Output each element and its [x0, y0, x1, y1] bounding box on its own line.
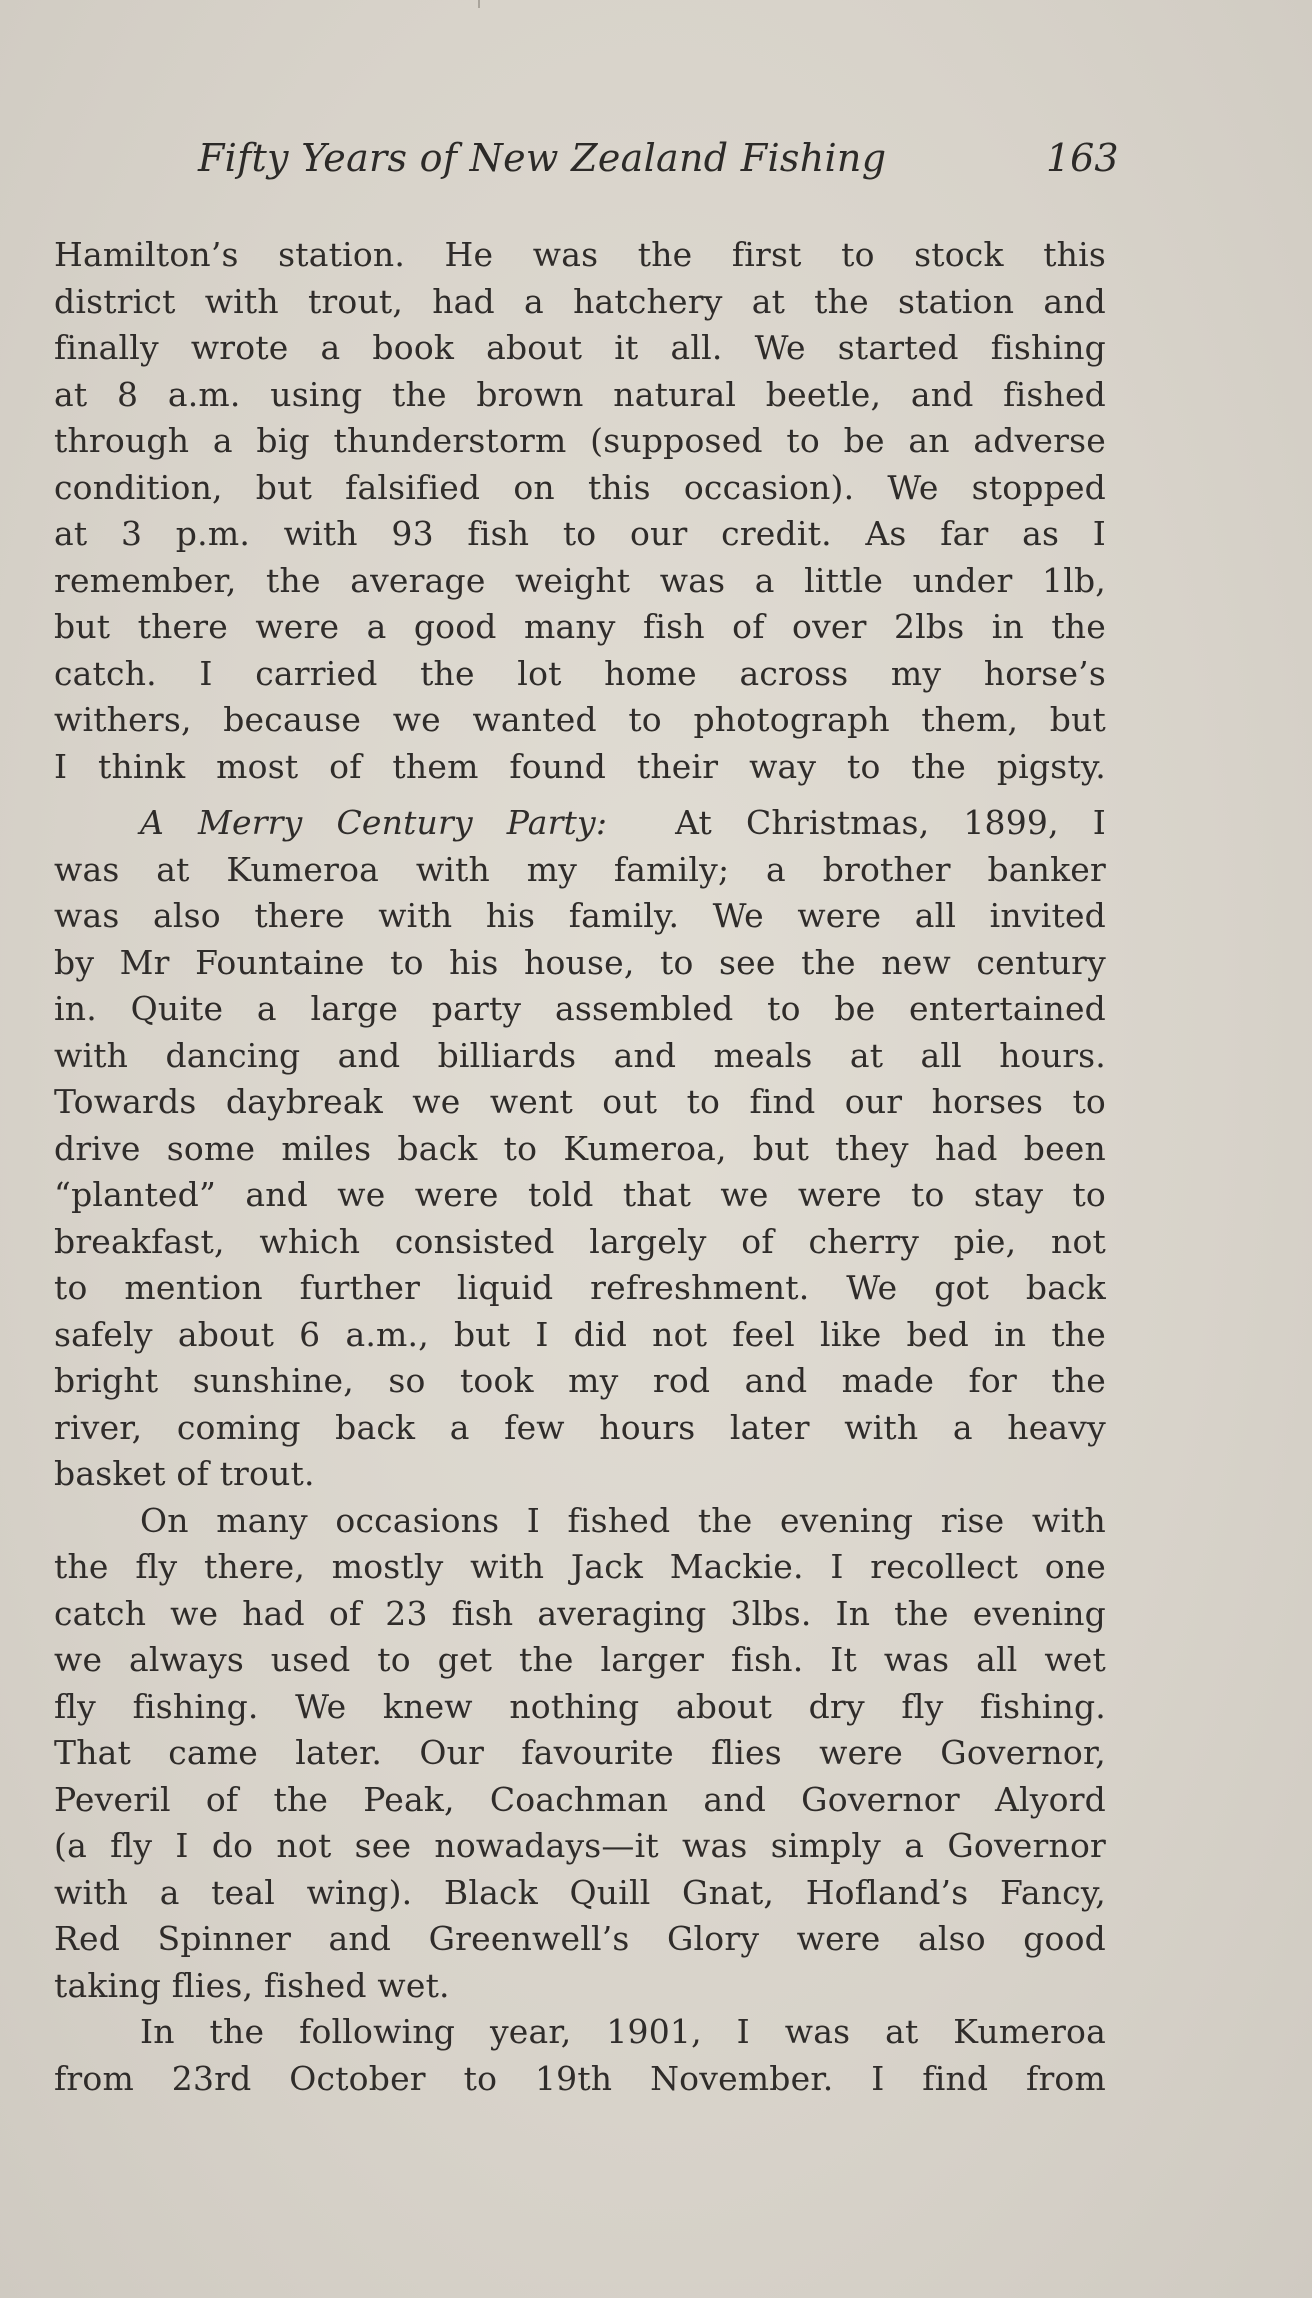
- text-line: catch we had of 23 fish averaging 3lbs. In the evening: [54, 1593, 1106, 1633]
- body-text: [54, 232, 1106, 2102]
- text-line: Peveril of the Peak, Coachman and Governor Alyord: [54, 1779, 1106, 1819]
- text-line: was at Kumeroa with my family; a brother banker: [54, 849, 1106, 889]
- text-line: “planted” and we were told that we were to stay to: [54, 1175, 1106, 1214]
- text-line: breakfast, which consisted largely of cherry pie, not: [54, 1221, 1106, 1261]
- text-line: by Mr Fountaine to his house, to see the new century: [54, 942, 1106, 982]
- text-line: safely about 6 a.m., but I did not feel like bed in the: [54, 1314, 1106, 1354]
- text-line: condition, but falsified on this occasion). We stopped: [54, 467, 1106, 507]
- text-line: drive some miles back to Kumeroa, but they had been: [54, 1128, 1106, 1168]
- page-number: 163: [1046, 136, 1119, 180]
- text-line: with dancing and billiards and meals at all hours.: [54, 1035, 1106, 1075]
- text-line: finally wrote a book about it all. We started fishing: [54, 328, 1106, 367]
- text-line: to mention further liquid refreshment. We got back: [54, 1268, 1106, 1307]
- text-line: fly fishing. We knew nothing about dry fly fishing.: [54, 1686, 1106, 1726]
- running-head: [0, 136, 1312, 196]
- text-line: but there were a good many fish of over 2lbs in the: [54, 607, 1106, 646]
- text-line: we always used to get the larger fish. It was all wet: [54, 1640, 1106, 1679]
- text-line: On many occasions I fished the evening rise with: [140, 1500, 1106, 1540]
- text-line: In the following year, 1901, I was at Kumeroa: [140, 2012, 1106, 2051]
- text-line: Red Spinner and Greenwell’s Glory were also good: [54, 1919, 1106, 1958]
- running-head-title: Fifty Years of New Zealand Fishing: [198, 136, 887, 180]
- text-line: at 3 p.m. with 93 fish to our credit. As far as I: [54, 514, 1106, 553]
- text-line: bright sunshine, so took my rod and made for the: [54, 1361, 1106, 1400]
- text-line: Towards daybreak we went out to find our horses to: [54, 1082, 1106, 1121]
- text-line: from 23rd October to 19th November. I find from: [54, 2058, 1106, 2098]
- text-line: with a teal wing). Black Quill Gnat, Hofland’s Fancy,: [54, 1872, 1106, 1912]
- text-line: Hamilton’s station. He was the first to stock this: [54, 235, 1106, 274]
- text-line: withers, because we wanted to photograph them, but: [54, 700, 1106, 739]
- text-line: at 8 a.m. using the brown natural beetle, and fished: [54, 374, 1106, 414]
- text-line: district with trout, had a hatchery at the station and: [54, 281, 1106, 321]
- text-line: basket of trout.: [54, 1454, 315, 1493]
- text-line: through a big thunderstorm (supposed to be an adverse: [54, 421, 1106, 460]
- text-line: was also there with his family. We were all invited: [54, 896, 1106, 935]
- text-fragment: At Christmas, 1899, I: [675, 803, 1106, 842]
- text-line: taking flies, fished wet.: [54, 1965, 450, 2005]
- section-heading: A Merry Century Party:: [140, 803, 608, 842]
- paragraph-1: [54, 232, 1106, 790]
- paragraph-3: [54, 1498, 1106, 2010]
- binding-mark: [478, 0, 480, 8]
- text-line: river, coming back a few hours later with a heavy: [54, 1407, 1106, 1447]
- text-line: (a fly I do not see nowadays—it was simply a Governor: [54, 1826, 1106, 1865]
- text-line: in. Quite a large party assembled to be entertained: [54, 989, 1106, 1028]
- text-line: That came later. Our favourite flies were Governor,: [54, 1733, 1106, 1772]
- text-line: I think most of them found their way to the pigsty.: [54, 746, 1106, 786]
- text-line: the fly there, mostly with Jack Mackie. I recollect one: [54, 1547, 1106, 1586]
- paragraph-4: [54, 2009, 1106, 2102]
- text-line: remember, the average weight was a little under 1lb,: [54, 560, 1106, 600]
- text-line: catch. I carried the lot home across my horse’s: [54, 653, 1106, 693]
- paragraph-2: [54, 800, 1106, 1498]
- paragraph-2-first-line: [54, 800, 1106, 847]
